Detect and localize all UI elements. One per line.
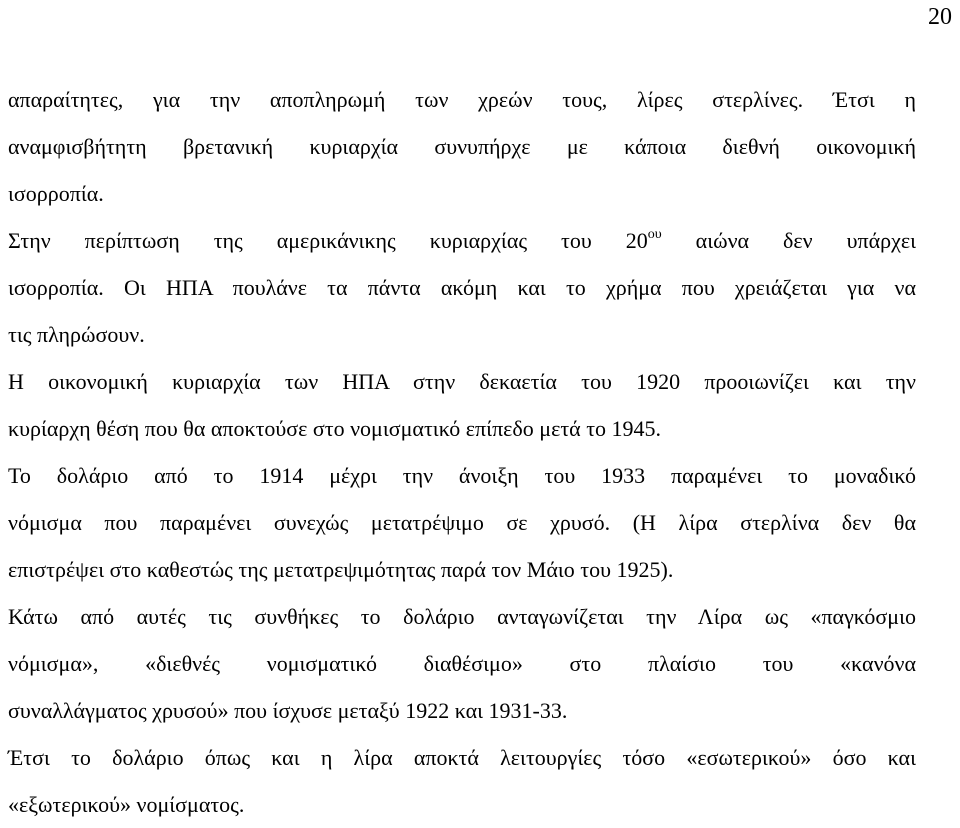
text-line: «εξωτερικού» νομίσματος.	[8, 792, 245, 817]
text-line-with-superscript	[8, 217, 916, 264]
page-number: 20	[928, 4, 952, 30]
text-line: Η οικονομική κυριαρχία των ΗΠΑ στην δεκαετία του 1920 προοιωνίζει και την	[8, 369, 916, 394]
body-text	[8, 76, 916, 828]
text-line: απαραίτητες, για την αποπληρωμή των χρεών τους, λίρες στερλίνες. Έτσι η	[8, 87, 916, 112]
text-fragment: αιώνα δεν υπάρχει	[661, 228, 916, 253]
text-fragment: Στην περίπτωση της αμερικάνικης κυριαρχίας του 20	[8, 228, 648, 253]
text-line: Το δολάριο από το 1914 μέχρι την άνοιξη του 1933 παραμένει το μοναδικό	[8, 463, 916, 488]
text-line: κυρίαρχη θέση που θα αποκτούσε στο νομισματικό επίπεδο μετά το 1945.	[8, 416, 662, 441]
text-line: τις πληρώσουν.	[8, 322, 145, 347]
text-line: Έτσι το δολάριο όπως και η λίρα αποκτά λειτουργίες τόσο «εσωτερικού» όσο και	[8, 745, 916, 770]
text-line: επιστρέψει στο καθεστώς της μετατρεψιμότητας παρά τον Μάιο του 1925).	[8, 557, 674, 582]
text-line: Κάτω από αυτές τις συνθήκες το δολάριο ανταγωνίζεται την Λίρα ως «παγκόσμιο	[8, 604, 916, 629]
text-line: ισορροπία. Οι ΗΠΑ πουλάνε τα πάντα ακόμη και το χρήμα που χρειάζεται για να	[8, 275, 916, 300]
text-line: συναλλάγματος χρυσού» που ίσχυσε μεταξύ 1922 και 1931-33.	[8, 698, 568, 723]
text-line: ισορροπία.	[8, 181, 104, 206]
text-line: νόμισμα που παραμένει συνεχώς μετατρέψιμο σε χρυσό. (Η λίρα στερλίνα δεν θα	[8, 510, 916, 535]
superscript-ordinal: ου	[647, 227, 662, 242]
text-line: νόμισμα», «διεθνές νομισματικό διαθέσιμο» στο πλαίσιο του «κανόνα	[8, 651, 916, 676]
text-line: αναμφισβήτητη βρετανική κυριαρχία συνυπήρχε με κάποια διεθνή οικονομική	[8, 134, 916, 159]
